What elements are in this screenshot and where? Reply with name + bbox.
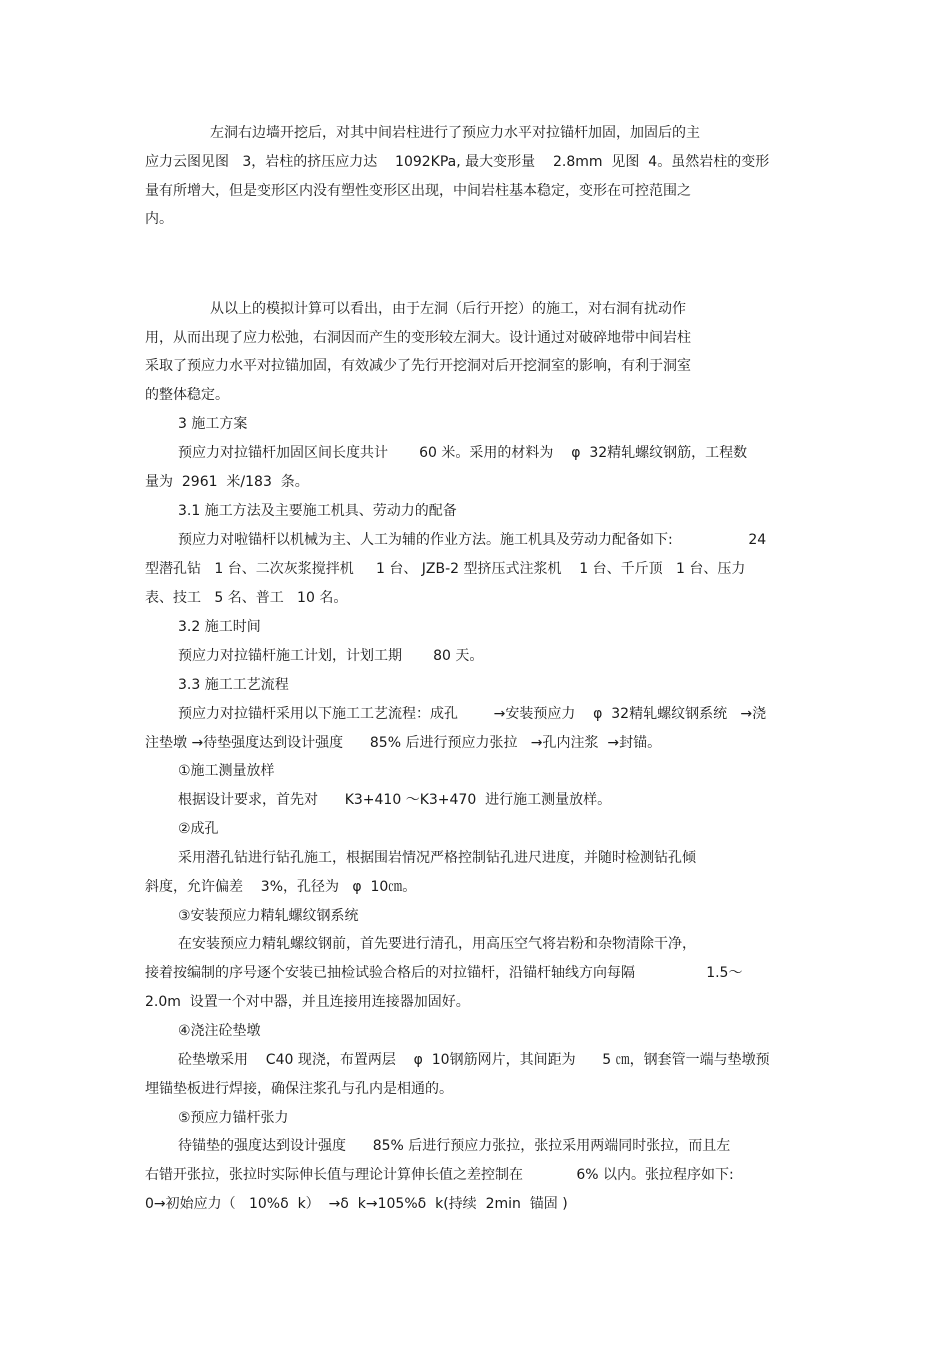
section-heading: 3 施工方案 [178, 416, 248, 432]
paragraph-line: 应力云图见图 3，岩柱的挤压应力达 1092KPa, 最大变形量 2.8mm 见图 4。虽然岩柱的变形 [145, 154, 770, 170]
paragraph-line: 表、技工 5 名、普工 10 名。 [145, 590, 348, 606]
paragraph-line: 注垫墩 →待垫强度达到设计强度 85% 后进行预应力张拉 →孔内注浆 →封锚。 [145, 735, 662, 751]
paragraph-line: 采取了预应力水平对拉锚加固，有效减少了先行开挖洞对后开挖洞室的影响，有利于洞室 [145, 358, 691, 374]
section-heading: 3.3 施工工艺流程 [178, 677, 289, 693]
subsection-heading: ⑤预应力锚杆张力 [178, 1110, 289, 1126]
paragraph-line: 量有所增大，但是变形区内没有塑性变形区出现，中间岩柱基本稳定，变形在可控范围之 [145, 183, 691, 199]
paragraph-line: 型潜孔钻 1 台、二次灰浆搅拌机 1 台、 JZB-2 型挤压式注浆机 1 台、千斤顶 1 台、压力 [145, 561, 746, 577]
section-heading: 3.2 施工时间 [178, 619, 261, 635]
paragraph-line: 预应力对拉锚杆加固区间长度共计 60 米。采用的材料为 φ 32精轧螺纹钢筋，工程数 [178, 445, 748, 461]
paragraph-line: 斜度，允许偏差 3%，孔径为 φ 10㎝。 [145, 879, 417, 895]
subsection-heading: ②成孔 [178, 821, 219, 837]
paragraph-line: 埋锚垫板进行焊接，确保注浆孔与孔内是相通的。 [145, 1081, 453, 1097]
paragraph-line: 2.0m 设置一个对中器，并且连接用连接器加固好。 [145, 994, 470, 1010]
paragraph-line: 接着按编制的序号逐个安装已抽检试验合格后的对拉锚杆，沿锚杆轴线方向每隔 1.5～ [145, 965, 743, 981]
paragraph-line: 预应力对啦锚杆以机械为主、人工为辅的作业方法。施工机具及劳动力配备如下: 24 [178, 532, 767, 548]
paragraph-line: 右错开张拉，张拉时实际伸长值与理论计算伸长值之差控制在 6% 以内。张拉程序如下: [145, 1167, 734, 1183]
subsection-heading: ④浇注砼垫墩 [178, 1023, 261, 1039]
paragraph-line: 采用潜孔钻进行钻孔施工，根据围岩情况严格控制钻孔进尺进度，并随时检测钻孔倾 [178, 850, 696, 866]
paragraph-line: 在安装预应力精轧螺纹钢前，首先要进行清孔，用高压空气将岩粉和杂物清除干净， [178, 936, 696, 952]
paragraph-line: 量为 2961 米/183 条。 [145, 474, 309, 490]
paragraph-line: 预应力对拉锚杆施工计划，计划工期 80 天。 [178, 648, 484, 664]
paragraph-line: 的整体稳定。 [145, 387, 229, 403]
paragraph-line: 砼垫墩采用 C40 现浇，布置两层 φ 10钢筋网片，其间距为 5 ㎝，钢套管一端与垫墩预 [178, 1052, 770, 1068]
paragraph-line: 根据设计要求，首先对 K3+410 ～K3+470 进行施工测量放样。 [178, 792, 612, 808]
paragraph-line: 待锚垫的强度达到设计强度 85% 后进行预应力张拉，张拉采用两端同时张拉，而且左 [178, 1138, 731, 1154]
paragraph-line: 左洞右边墙开挖后，对其中间岩柱进行了预应力水平对拉锚杆加固，加固后的主 [210, 125, 700, 141]
paragraph-line: 从以上的模拟计算可以看出，由于左洞（后行开挖）的施工，对右洞有扰动作 [210, 301, 686, 317]
paragraph-line: 内。 [145, 211, 173, 227]
section-heading: 3.1 施工方法及主要施工机具、劳动力的配备 [178, 503, 457, 519]
subsection-heading: ①施工测量放样 [178, 763, 275, 779]
paragraph-line: 0→初始应力（ 10%δ k） →δ k→105%δ k(持续 2min 锚固 ) [145, 1196, 568, 1212]
paragraph-line: 用，从而出现了应力松弛，右洞因而产生的变形较左洞大。设计通过对破碎地带中间岩柱 [145, 330, 691, 346]
paragraph-line: 预应力对拉锚杆采用以下施工工艺流程：成孔 →安装预应力 φ 32精轧螺纹钢系统 →浇 [178, 706, 767, 722]
subsection-heading: ③安装预应力精轧螺纹钢系统 [178, 908, 359, 924]
